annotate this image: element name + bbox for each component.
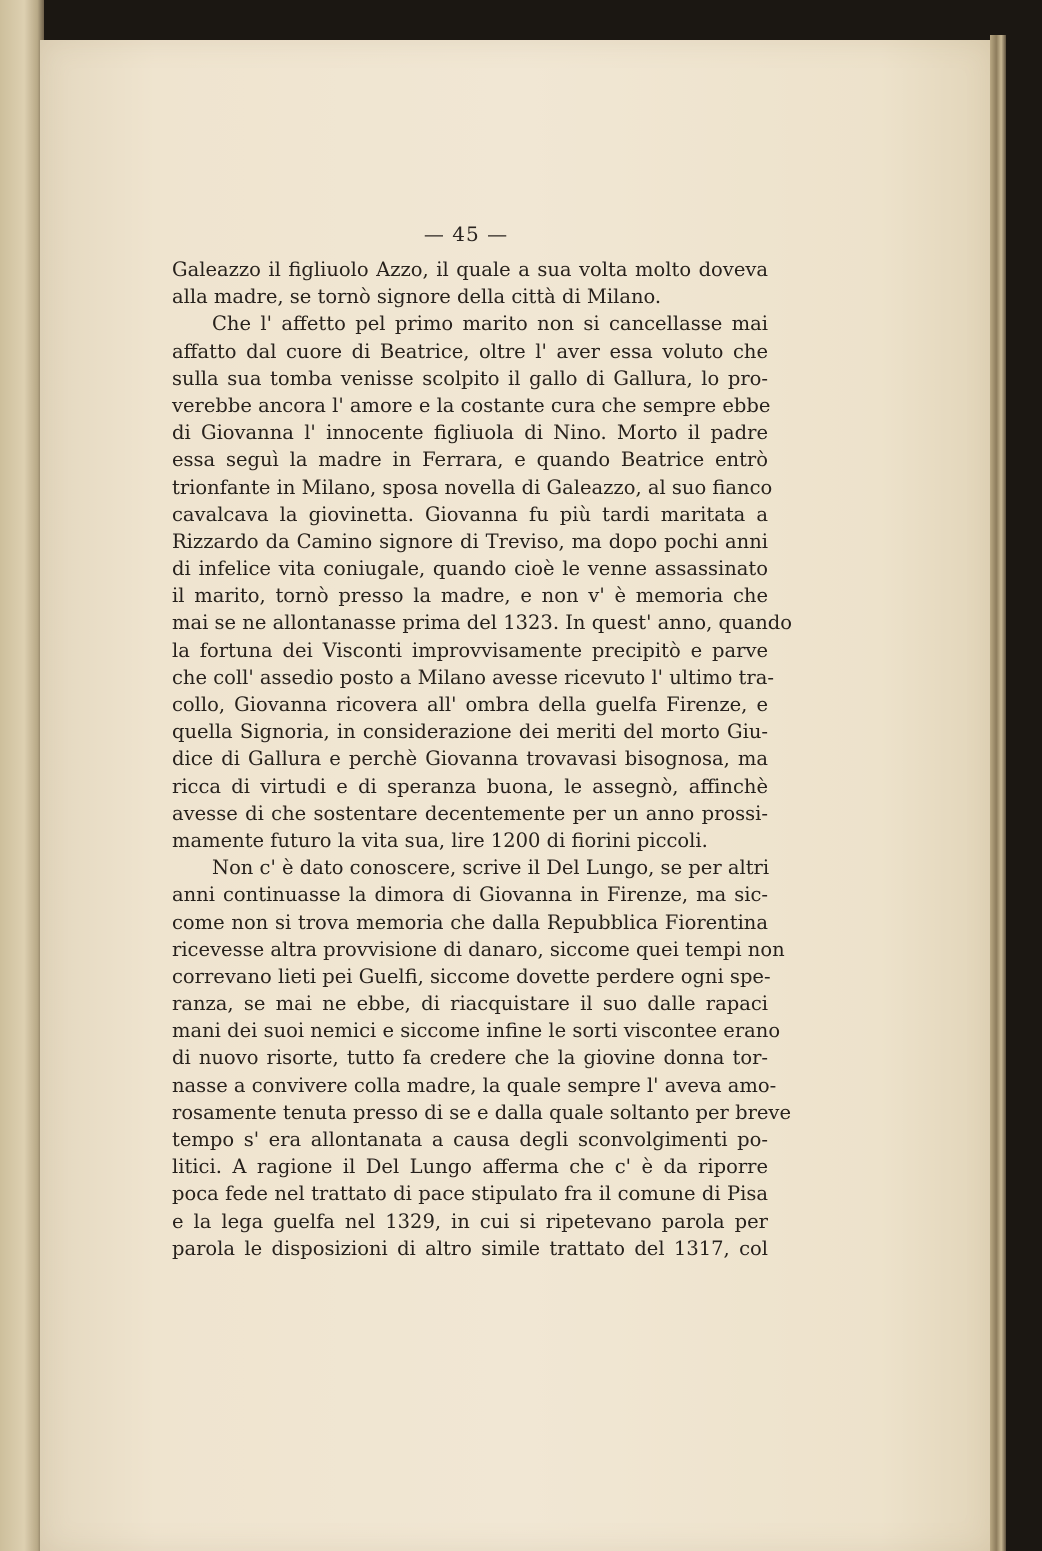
text-line: affatto dal cuore di Beatrice, oltre l' aver essa voluto che bbox=[172, 339, 768, 363]
text-line: avesse di che sostentare decentemente per un anno prossi- bbox=[172, 801, 768, 825]
text-line: anni continuasse la dimora di Giovanna in Firenze, ma sic- bbox=[172, 883, 768, 907]
text-line: di nuovo risorte, tutto fa credere che la giovine donna tor- bbox=[172, 1046, 768, 1070]
text-line: collo, Giovanna ricovera all' ombra della guelfa Firenze, e bbox=[172, 693, 768, 716]
page-stack-edge bbox=[990, 35, 1006, 1551]
text-line: mai se ne allontanasse prima del 1323. In quest' anno, quando bbox=[172, 611, 793, 635]
text-line: rosamente tenuta presso di se e dalla quale soltanto per breve bbox=[172, 1100, 791, 1124]
text-line: alla madre, se tornò signore della città di Milano. bbox=[172, 285, 662, 309]
text-line: Galeazzo il figliuolo Azzo, il quale a sua volta molto doveva bbox=[172, 258, 768, 281]
text-line: mamente futuro la vita sua, lire 1200 di fiorini piccoli. bbox=[172, 828, 708, 852]
text-line: dice di Gallura e perchè Giovanna trovavasi bisognosa, ma bbox=[172, 747, 768, 771]
text-line: ricevesse altra provvisione di danaro, siccome quei tempi non bbox=[172, 937, 785, 961]
text-line: verebbe ancora l' amore e la costante cura che sempre ebbe bbox=[172, 393, 771, 417]
text-line: sulla sua tomba venisse scolpito il gallo di Gallura, lo pro- bbox=[172, 366, 768, 390]
text-line: poca fede nel trattato di pace stipulato fra il comune di Pisa bbox=[172, 1182, 768, 1206]
body-text bbox=[172, 256, 793, 1262]
text-line: la fortuna dei Visconti improvvisamente precipitò e parve bbox=[172, 638, 768, 662]
text-line: e la lega guelfa nel 1329, in cui si ripetevano parola per bbox=[172, 1209, 768, 1233]
text-line: quella Signoria, in considerazione dei meriti del morto Giu- bbox=[172, 720, 768, 744]
text-line: ricca di virtudi e di speranza buona, le assegnò, affinchè bbox=[172, 774, 768, 798]
text-line: che coll' assedio posto a Milano avesse ricevuto l' ultimo tra- bbox=[172, 665, 774, 689]
text-line: mani dei suoi nemici e siccome infine le sorti viscontee erano bbox=[172, 1019, 781, 1043]
text-line: tempo s' era allontanata a causa degli sconvolgimenti po- bbox=[172, 1128, 768, 1151]
text-line: Non c' è dato conoscere, scrive il Del Lungo, se per altri bbox=[212, 856, 770, 880]
book-page bbox=[40, 40, 995, 1551]
text-line: il marito, tornò presso la madre, e non v' è memoria che bbox=[172, 584, 768, 608]
page-number: — 45 — bbox=[423, 222, 509, 246]
text-line: Che l' affetto pel primo marito non si cancellasse mai bbox=[212, 312, 768, 336]
text-line: nasse a convivere colla madre, la quale sempre l' aveva amo- bbox=[172, 1073, 777, 1097]
text-line: Rizzardo da Camino signore di Treviso, ma dopo pochi anni bbox=[172, 529, 768, 553]
text-line: litici. A ragione il Del Lungo afferma che c' è da riporre bbox=[172, 1155, 768, 1179]
left-page-edge bbox=[0, 0, 44, 1551]
text-line: essa seguì la madre in Ferrara, e quando Beatrice entrò bbox=[172, 448, 768, 472]
text-line: di infelice vita coniugale, quando cioè le venne assassinato bbox=[172, 557, 768, 581]
text-line: correvano lieti pei Guelfi, siccome dovette perdere ogni spe- bbox=[172, 964, 771, 988]
text-line: cavalcava la giovinetta. Giovanna fu più tardi maritata a bbox=[172, 502, 768, 526]
text-line: di Giovanna l' innocente figliuola di Nino. Morto il padre bbox=[172, 421, 768, 445]
text-line: trionfante in Milano, sposa novella di Galeazzo, al suo fianco bbox=[172, 475, 773, 499]
text-line: come non si trova memoria che dalla Repubblica Fiorentina bbox=[172, 910, 768, 934]
text-line: ranza, se mai ne ebbe, di riacquistare il suo dalle rapaci bbox=[172, 992, 768, 1016]
text-line: parola le disposizioni di altro simile trattato del 1317, col bbox=[172, 1236, 768, 1260]
